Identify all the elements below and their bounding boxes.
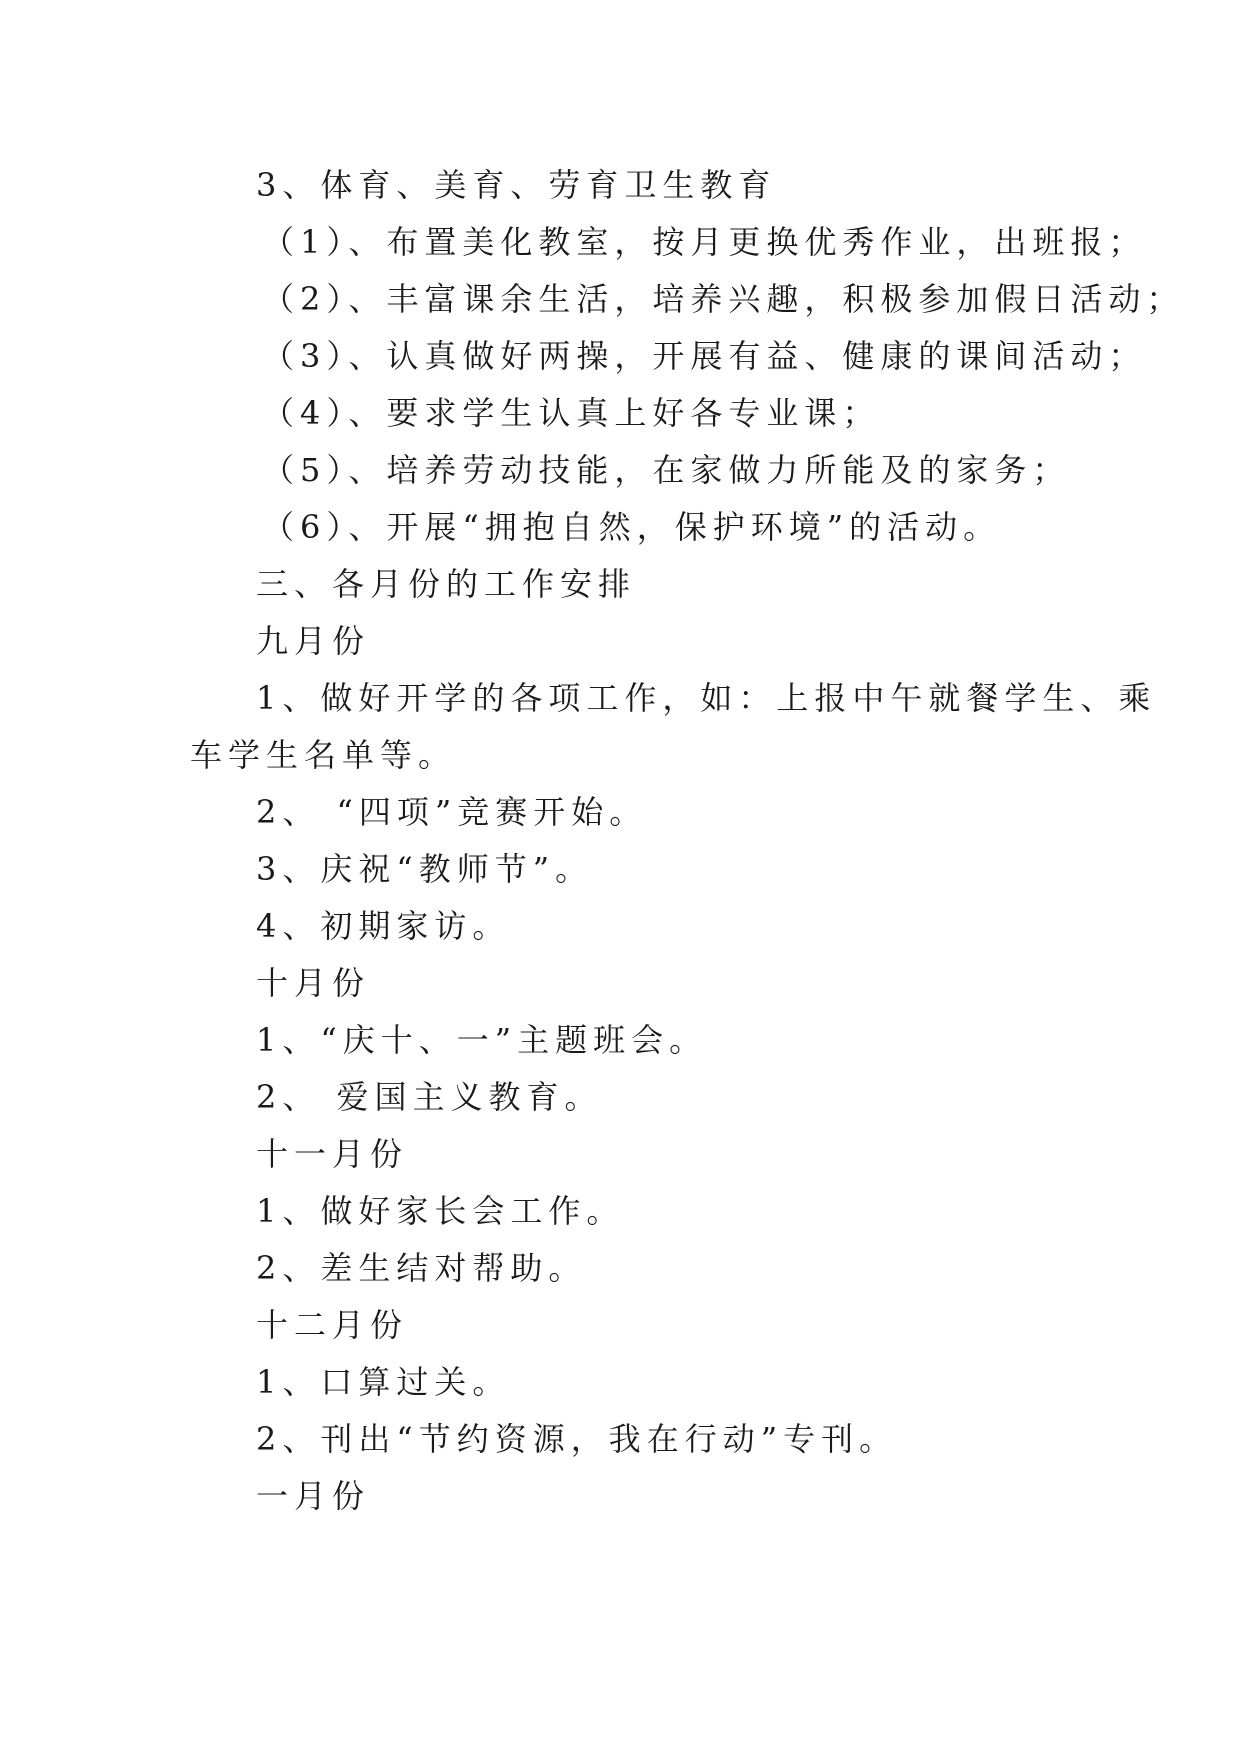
list-item: 2、 “四项”竞赛开始。 [256, 793, 648, 831]
month-heading-october: 十月份 [256, 964, 371, 1002]
month-heading-january: 一月份 [256, 1477, 371, 1515]
list-item: （4）、要求学生认真上好各专业课； [262, 394, 881, 432]
list-item: （6）、开展“拥抱自然，保护环境”的活动。 [262, 508, 1002, 546]
paragraph-line: 车学生名单等。 [190, 736, 457, 774]
month-heading-september: 九月份 [256, 622, 371, 660]
list-item: 4、初期家访。 [256, 907, 511, 945]
list-item: （1）、布置美化教室，按月更换优秀作业，出班报； [262, 223, 1147, 261]
month-heading-november: 十一月份 [256, 1135, 409, 1173]
section-heading-monthly-plan: 三、各月份的工作安排 [256, 565, 637, 603]
list-item: （3）、认真做好两操，开展有益、健康的课间活动； [262, 337, 1147, 375]
list-item: 1、口算过关。 [256, 1363, 511, 1401]
list-item: 2、 爱国主义教育。 [256, 1078, 603, 1116]
list-item: （5）、培养劳动技能，在家做力所能及的家务； [262, 451, 1071, 489]
paragraph-line: 1、做好开学的各项工作，如：上报中午就餐学生、乘 [256, 679, 1157, 717]
section-heading-pe-arts-labor: 3、体育、美育、劳育卫生教育 [256, 166, 777, 204]
list-item: 1、做好家长会工作。 [256, 1192, 625, 1230]
list-item: 2、刊出“节约资源，我在行动”专刊。 [256, 1420, 898, 1458]
list-item: （2）、丰富课余生活，培养兴趣，积极参加假日活动； [262, 280, 1185, 318]
list-item: 1、“庆十、一”主题班会。 [256, 1021, 708, 1059]
month-heading-december: 十二月份 [256, 1306, 409, 1344]
list-item: 3、庆祝“教师节”。 [256, 850, 594, 888]
list-item: 2、差生结对帮助。 [256, 1249, 587, 1287]
